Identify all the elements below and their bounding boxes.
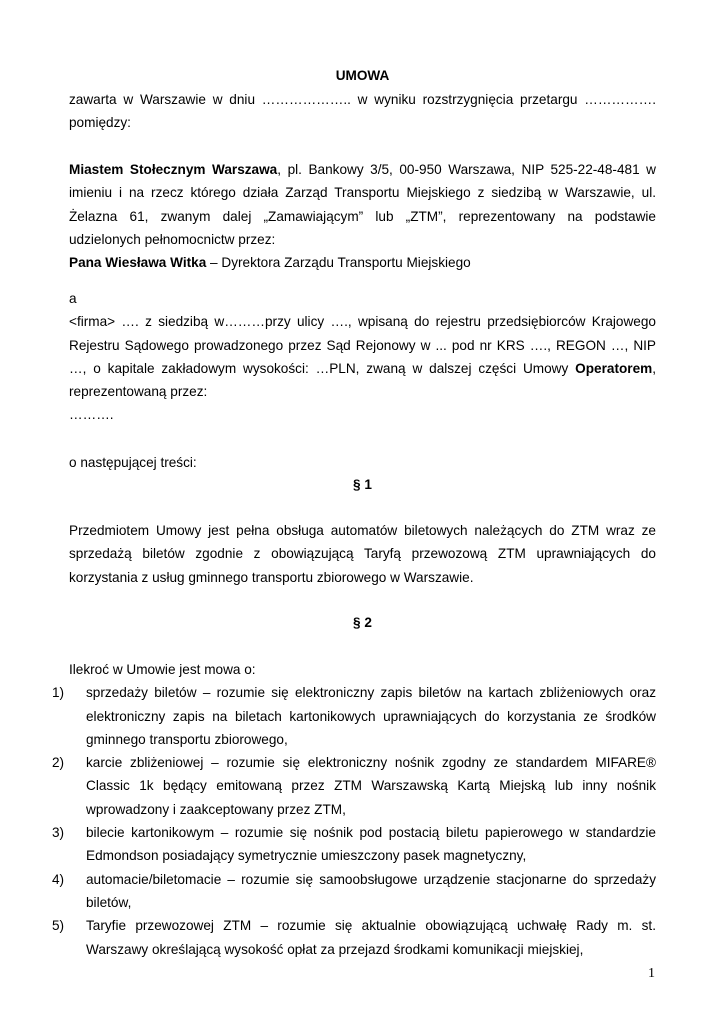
following-line: o następującej treści: xyxy=(69,455,197,470)
list-item-text: bilecie kartonikowym – rozumie się nośnik pod postacią biletu papierowego w standardzie Edmondson posiadający symetrycznie umieszczony pasek magnetyczny, xyxy=(86,825,656,864)
definitions-list xyxy=(52,681,656,961)
and-connector: a xyxy=(69,291,77,306)
party1-description xyxy=(69,158,656,251)
list-item-number: 4) xyxy=(52,871,65,887)
document-title: UMOWA xyxy=(335,68,390,83)
section1-text: Przedmiotem Umowy jest pełna obsługa automatów biletowych należących do ZTM wraz ze sprzedażą biletów zgodnie z obowiązującą Taryfą przewozową ZTM uprawniających do korzystania z usług gminnego transportu zbiorowego w Warszawie. xyxy=(69,523,656,585)
list-item-number: 3) xyxy=(52,825,65,841)
party2-text-before: <firma> …. z siedzibą w………przy ulicy …., wpisaną do rejestru przedsiębiorców Krajowego Rejestru Sądowego prowadzonego przez Sąd Rejonowy w ... pod nr KRS …., REGON …, NIP …, o kapitale zakładowym wysokości: …PLN, zwaną w dalszej części Umowy xyxy=(69,314,656,376)
page-number: 1 xyxy=(648,966,655,981)
list-item-number: 5) xyxy=(52,918,65,934)
party2-role: Operatorem xyxy=(575,360,653,376)
party1-paragraph xyxy=(69,158,656,274)
list-item-text: automacie/biletomacie – rozumie się samoobsługowe urządzenie stacjonarne do sprzedaży biletów, xyxy=(86,871,656,910)
list-item xyxy=(52,868,656,915)
list-item xyxy=(52,914,656,961)
section2-heading: § 2 xyxy=(353,615,372,630)
intro-paragraph xyxy=(69,88,656,135)
section1-heading: § 1 xyxy=(353,477,372,492)
section2-intro: Ilekroć w Umowie jest mowa o: xyxy=(69,662,256,677)
list-item-text: karcie zbliżeniowej – rozumie się elektroniczny nośnik zgodny ze standardem MIFARE® Classic 1k będący emitowaną przez ZTM Warszawską Kartą Miejską lub inny nośnik wprowadzony i zaakceptowany przez ZTM, xyxy=(86,755,656,817)
party1-name: Miastem Stołecznym Warszawa xyxy=(69,162,278,177)
party1-details: , pl. Bankowy 3/5, 00-950 Warszawa, NIP 525-22-48-481 w imieniu i na rzecz którego działa Zarząd Transportu Miejskiego z siedzibą w Warszawie, ul. Żelazna 61, zwanym dalej „Zamawiającym” lub „ZTM”, reprezentowany na podstawie udzielonych pełnomocnictw przez: xyxy=(69,162,656,247)
party2-text-after: , reprezentowaną przez: xyxy=(69,360,656,400)
representative-role: – Dyrektora Zarządu Transportu Miejskiego xyxy=(206,255,471,271)
list-item-text: Taryfie przewozowej ZTM – rozumie się aktualnie obowiązującą uchwałę Rady m. st. Warszawy określającą wysokość opłat za przejazd środkami komunikacji miejskiej, xyxy=(86,918,656,957)
intro-line-1: zawarta w Warszawie w dniu ……………….. w wyniku rozstrzygnięcia przetargu ……………. xyxy=(69,92,656,107)
party1-representative xyxy=(69,251,656,274)
intro-line-2: pomiędzy: xyxy=(69,115,131,131)
list-item-number: 2) xyxy=(52,755,65,771)
list-item xyxy=(52,681,656,751)
list-item-text: sprzedaży biletów – rozumie się elektroniczny zapis biletów na kartach zbliżeniowych oraz elektroniczny zapis na biletach kartonikowych uprawniających do korzystania ze środków gminnego transportu zbiorowego, xyxy=(86,685,656,747)
list-item-number: 1) xyxy=(52,685,65,701)
section2-body xyxy=(52,658,656,961)
party2-description xyxy=(69,310,656,403)
party2-paragraph xyxy=(69,287,656,427)
list-item xyxy=(52,751,656,821)
list-item xyxy=(52,821,656,868)
representative-name: Pana Wiesława Witka xyxy=(69,255,207,271)
party2-rep-placeholder: ………. xyxy=(69,407,114,423)
